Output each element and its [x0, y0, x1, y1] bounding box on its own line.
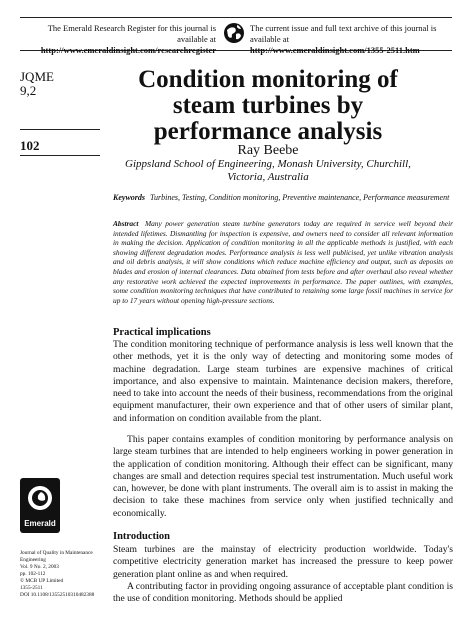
keywords-text: Turbines, Testing, Condition monitoring, Preventive maintenance, Performance measurement [150, 193, 450, 202]
globe-icon [223, 22, 245, 44]
citation-line: DOI 10.1108/13552510310482388 [20, 592, 95, 598]
citation-line: 1355-2511 [20, 585, 43, 591]
intro-paragraph-2: A contributing factor in providing ongoing assurance of acceptable plant condition is the use of condition monitoring. Methods should be applied [113, 581, 453, 605]
citation-line: pp. 102-112 [20, 571, 46, 577]
citation-line: © MCB UP Limited [20, 578, 64, 584]
margin-rule-top [20, 129, 100, 130]
article-title: Condition monitoring of steam turbines by performance analysis [138, 66, 398, 145]
citation-line: Journal of Quality in Maintenance [20, 550, 93, 556]
affiliation-line-1: Gippsland School of Engineering, Monash University, Churchill, [125, 158, 411, 170]
author-affiliation [108, 158, 428, 184]
heading-introduction: Introduction [113, 531, 170, 542]
keywords-label: Keywords [113, 193, 145, 202]
banner-right-text: The current issue and full text archive of this journal is available at [250, 23, 437, 44]
banner-left-text: The Emerald Research Register for this journal is available at [47, 23, 216, 44]
citation-line: Engineering [20, 557, 46, 563]
journal-banner [20, 17, 452, 55]
abstract-text: Many power generation steam turbine generators today are required in service well beyond their intended lifetimes. Dismantling for inspection is expensive, and owners need to consider all relevant information in making the decision. Application of condition monitoring in all the applicable methods is justified, with each showing different degradation modes. Performance analysis is less well publicised, yet unlike vibration analysis and oil debris analysis, it will show conditions which reduce machine efficiency and output, such as deposits on blades and erosion of internal clearances. Data obtained from tests before and after overhaul also reveal whether any restorative work achieved the expected improvements in performance. The paper outlines, with examples, some condition monitoring techniques that have contributed to retaining some large fossil machines in service for up to 17 years without opening high-pressure sections. [113, 219, 453, 305]
journal-abbrev: JQME [20, 69, 54, 84]
banner-full-text-archive [250, 23, 446, 56]
margin-rule-bottom [20, 155, 100, 156]
logo-text: Emerald [24, 519, 56, 528]
emerald-logo [20, 478, 60, 533]
journal-volume: 9,2 [20, 83, 37, 98]
abstract [113, 219, 453, 305]
page-number: 102 [20, 138, 40, 153]
banner-research-register [20, 23, 216, 56]
affiliation-line-2: Victoria, Australia [227, 171, 309, 183]
author-name: Ray Beebe [237, 143, 299, 158]
practical-paragraph-2: This paper contains examples of condition monitoring by performance analysis on large steam turbines that are intended to help engineers working in power generation in the application of condition monitoring. Although their effect can be significant, many changes are small and detection requires special test instrumentation. Much useful work can, however, be done with plant instruments. The overall aim is to assist in making the decision to take these machines from service only when justified technically and economically. [113, 434, 453, 519]
full-text-archive-link[interactable]: http://www.emeraldinsight.com/1355-2511.htm [250, 45, 420, 55]
journal-code [20, 70, 54, 98]
journal-citation [20, 550, 120, 599]
keywords [113, 193, 453, 203]
research-register-link[interactable]: http://www.emeraldinsight.com/researchregister [40, 45, 216, 55]
citation-line: Vol. 9 No. 2, 2003 [20, 564, 59, 570]
heading-practical-implications: Practical implications [113, 327, 211, 338]
intro-paragraph-1: Steam turbines are the mainstay of electricity production worldwide. Today's competitive electricity generation market has increased the pressure to keep power generation plant online as and when required. [113, 544, 453, 580]
abstract-label: Abstract [113, 219, 139, 228]
practical-paragraph-1: The condition monitoring technique of performance analysis is less well known that the other methods, yet it is the only way of detecting and monitoring some modes of machine degradation. Large steam turbines are expensive machines of critical importance, and also expensive to maintain. Maintenance decision makers, therefore, need to take into account the needs of their business, recommendations from the original equipment manufacturer, their own experience and that of other users of similar plant, and information on condition available from the plant. [113, 339, 453, 424]
